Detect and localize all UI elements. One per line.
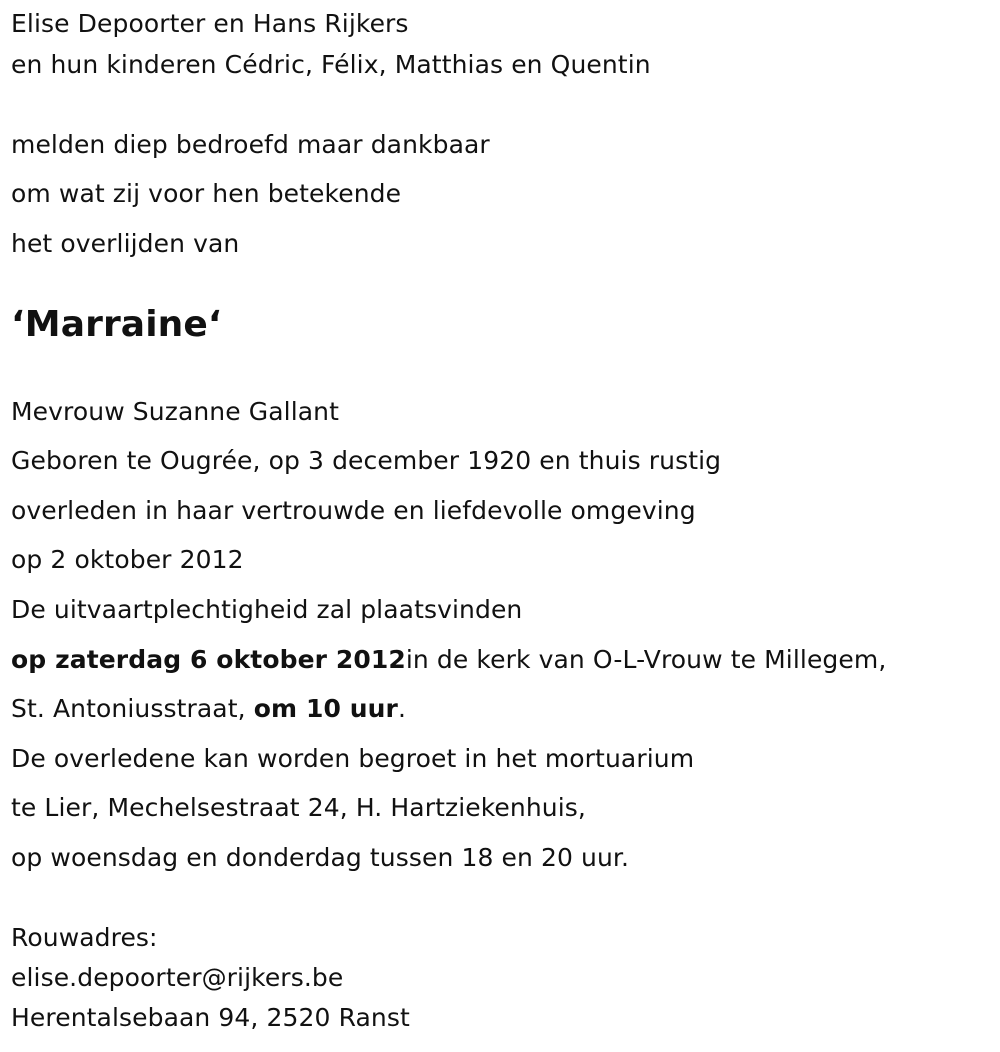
address-email: elise.depoorter@rijkers.be: [11, 963, 344, 992]
ceremony-line: [11, 645, 886, 675]
announcement-line-2: om wat zij voor hen betekende: [11, 179, 402, 208]
address-street: Herentalsebaan 94, 2520 Ranst: [11, 1003, 410, 1032]
visitation-line-1: De overledene kan worden begroet in het mortuarium: [11, 744, 695, 773]
death-place-line: overleden in haar vertrouwde en liefdevolle omgeving: [11, 496, 696, 525]
death-date-line: op 2 oktober 2012: [11, 545, 244, 574]
visitation-line-3: op woensdag en donderdag tussen 18 en 20 uur.: [11, 843, 630, 872]
ceremony-street: St. Antoniusstraat,: [11, 694, 254, 723]
ceremony-time: om 10 uur: [253, 694, 398, 723]
header-names: Elise Depoorter en Hans Rijkers: [11, 9, 409, 38]
ceremony-place: in de kerk van O-L-Vrouw te Millegem,: [405, 645, 887, 674]
ceremony-time-end: .: [397, 694, 407, 723]
deceased-nickname-title: ‘Marraine‘: [11, 304, 222, 345]
header-children: en hun kinderen Cédric, Félix, Matthias en Quentin: [11, 50, 651, 79]
announcement-line-1: melden diep bedroefd maar dankbaar: [11, 130, 490, 159]
address-label: Rouwadres:: [11, 923, 158, 952]
announcement-line-3: het overlijden van: [11, 229, 240, 258]
ceremony-time-line: [11, 694, 406, 724]
birth-line: Geboren te Ougrée, op 3 december 1920 en thuis rustig: [11, 446, 722, 475]
ceremony-date: op zaterdag 6 oktober 2012: [11, 645, 406, 674]
ceremony-intro: De uitvaartplechtigheid zal plaatsvinden: [11, 595, 523, 624]
deceased-name: Mevrouw Suzanne Gallant: [11, 397, 340, 426]
visitation-line-2: te Lier, Mechelsestraat 24, H. Hartziekenhuis,: [11, 793, 586, 822]
